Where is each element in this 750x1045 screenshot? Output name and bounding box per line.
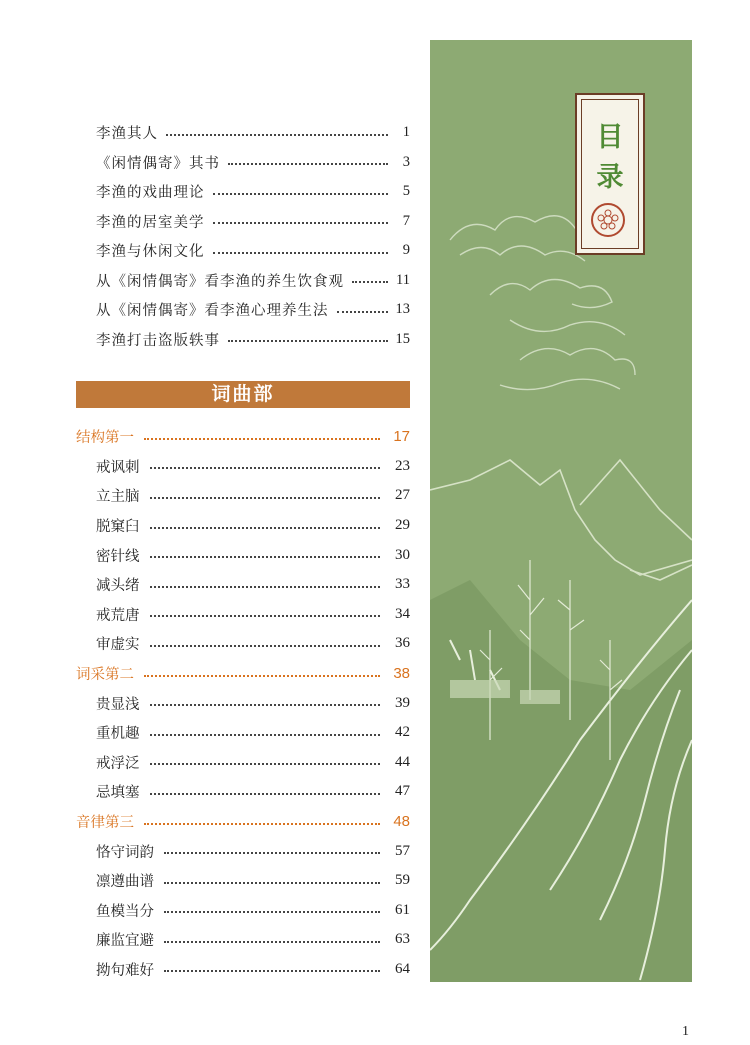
toc-entry-title: 音律第三 — [76, 815, 134, 832]
toc-entry-row[interactable] — [76, 629, 410, 659]
dot-leader — [164, 911, 380, 913]
dot-leader — [213, 252, 389, 254]
toc-entry-title: 贵显浅 — [96, 696, 140, 713]
dot-leader — [164, 852, 380, 854]
intro-toc-row[interactable] — [76, 118, 410, 148]
toc-entry-title: 忌填塞 — [96, 785, 140, 802]
toc-entry-page: 44 — [395, 753, 410, 770]
toc-entry-page: 63 — [395, 931, 410, 948]
intro-toc-row[interactable] — [76, 177, 410, 207]
intro-toc — [76, 118, 410, 354]
toc-entry-row[interactable] — [76, 540, 410, 570]
dot-leader — [150, 734, 381, 736]
toc-entry-page: 34 — [395, 605, 410, 622]
toc-entry-title: 凛遵曲谱 — [96, 874, 154, 891]
toc-entry-page: 29 — [395, 517, 410, 534]
toc-entry-row[interactable] — [76, 688, 410, 718]
intro-toc-page: 3 — [402, 153, 410, 170]
toc-entry-page: 17 — [393, 428, 410, 446]
main-toc — [76, 422, 410, 984]
dot-leader — [213, 193, 389, 195]
toc-section-row[interactable] — [76, 659, 410, 689]
intro-toc-page: 1 — [402, 124, 410, 141]
dot-leader — [150, 704, 381, 706]
toc-entry-page: 23 — [395, 457, 410, 474]
toc-entry-title: 重机趣 — [96, 726, 140, 743]
toc-entry-title: 词采第二 — [76, 667, 134, 684]
intro-toc-page: 9 — [402, 242, 410, 259]
toc-entry-title: 减头绪 — [96, 578, 140, 595]
intro-toc-title: 李渔其人 — [96, 126, 158, 143]
toc-entry-title: 脱窠臼 — [96, 519, 140, 536]
toc-entry-title: 立主脑 — [96, 489, 140, 506]
intro-toc-title: 李渔的戏曲理论 — [96, 185, 205, 202]
intro-toc-title: 《闲情偶寄》其书 — [96, 155, 220, 172]
toc-entry-row[interactable] — [76, 836, 410, 866]
intro-toc-page: 15 — [395, 330, 410, 347]
dot-leader — [144, 675, 380, 677]
dot-leader — [144, 823, 380, 825]
toc-entry-row[interactable] — [76, 748, 410, 778]
toc-entry-title: 戒浮泛 — [96, 755, 140, 772]
dot-leader — [150, 497, 381, 499]
title-char-1: 目 — [596, 122, 624, 153]
dot-leader — [164, 882, 380, 884]
dot-leader — [164, 970, 380, 972]
intro-toc-title: 李渔与休闲文化 — [96, 244, 205, 261]
toc-entry-title: 恪守词韵 — [96, 844, 154, 861]
dot-leader — [144, 438, 380, 440]
toc-entry-title: 审虚实 — [96, 637, 140, 654]
toc-entry-page: 33 — [395, 576, 410, 593]
toc-entry-title: 戒讽刺 — [96, 459, 140, 476]
intro-toc-title: 从《闲情偶寄》看李渔的养生饮食观 — [96, 273, 344, 290]
part-heading-band — [76, 381, 410, 408]
toc-entry-row[interactable] — [76, 481, 410, 511]
toc-entry-title: 密针线 — [96, 548, 140, 565]
dot-leader — [150, 763, 381, 765]
toc-entry-page: 30 — [395, 546, 410, 563]
toc-entry-row[interactable] — [76, 511, 410, 541]
toc-entry-title: 廉监宜避 — [96, 933, 154, 950]
toc-entry-row[interactable] — [76, 925, 410, 955]
toc-title-plaque — [575, 93, 645, 255]
toc-entry-title: 结构第一 — [76, 430, 134, 447]
landscape-illustration — [430, 40, 692, 982]
dot-leader — [150, 556, 381, 558]
part-heading: 词曲部 — [211, 383, 275, 405]
intro-toc-page: 13 — [395, 301, 410, 318]
toc-entry-row[interactable] — [76, 718, 410, 748]
toc-entry-page: 48 — [393, 813, 410, 831]
intro-toc-row[interactable] — [76, 207, 410, 237]
toc-entry-title: 拗句难好 — [96, 962, 154, 979]
toc-entry-row[interactable] — [76, 452, 410, 482]
dot-leader — [150, 793, 381, 795]
toc-entry-title: 戒荒唐 — [96, 607, 140, 624]
dot-leader — [150, 527, 381, 529]
toc-entry-row[interactable] — [76, 866, 410, 896]
intro-toc-title: 李渔的居室美学 — [96, 214, 205, 231]
dot-leader — [228, 340, 388, 342]
intro-toc-row[interactable] — [76, 148, 410, 178]
toc-entry-page: 42 — [395, 724, 410, 741]
toc-entry-page: 38 — [393, 665, 410, 683]
toc-entry-page: 36 — [395, 635, 410, 652]
intro-toc-title: 从《闲情偶寄》看李渔心理养生法 — [96, 303, 329, 320]
intro-toc-page: 11 — [396, 271, 410, 288]
dot-leader — [337, 311, 388, 313]
toc-section-row[interactable] — [76, 422, 410, 452]
intro-toc-row[interactable] — [76, 325, 410, 355]
intro-toc-row[interactable] — [76, 236, 410, 266]
intro-toc-title: 李渔打击盗版轶事 — [96, 332, 220, 349]
toc-entry-row[interactable] — [76, 600, 410, 630]
dot-leader — [166, 134, 388, 136]
intro-toc-row[interactable] — [76, 295, 410, 325]
intro-toc-page: 5 — [402, 183, 410, 200]
dot-leader — [352, 281, 388, 283]
dot-leader — [150, 615, 381, 617]
intro-toc-row[interactable] — [76, 266, 410, 296]
page-number: 1 — [682, 1024, 689, 1039]
toc-entry-page: 57 — [395, 842, 410, 859]
toc-entry-title: 鱼模当分 — [96, 903, 154, 920]
intro-toc-page: 7 — [402, 212, 410, 229]
toc-entry-page: 39 — [395, 694, 410, 711]
toc-entry-row[interactable] — [76, 955, 410, 985]
toc-entry-page: 27 — [395, 487, 410, 504]
toc-entry-row[interactable] — [76, 570, 410, 600]
toc-entry-page: 59 — [395, 872, 410, 889]
toc-entry-page: 61 — [395, 901, 410, 918]
dot-leader — [150, 586, 381, 588]
dot-leader — [150, 645, 381, 647]
dot-leader — [213, 222, 389, 224]
toc-entry-row[interactable] — [76, 777, 410, 807]
toc-entry-row[interactable] — [76, 896, 410, 926]
dot-leader — [228, 163, 388, 165]
dot-leader — [164, 941, 380, 943]
title-char-2: 录 — [596, 162, 624, 193]
landscape-panel — [430, 40, 692, 982]
toc-entry-page: 47 — [395, 783, 410, 800]
toc-entry-page: 64 — [395, 960, 410, 977]
seal-icon — [591, 203, 625, 237]
dot-leader — [150, 467, 381, 469]
toc-section-row[interactable] — [76, 807, 410, 837]
